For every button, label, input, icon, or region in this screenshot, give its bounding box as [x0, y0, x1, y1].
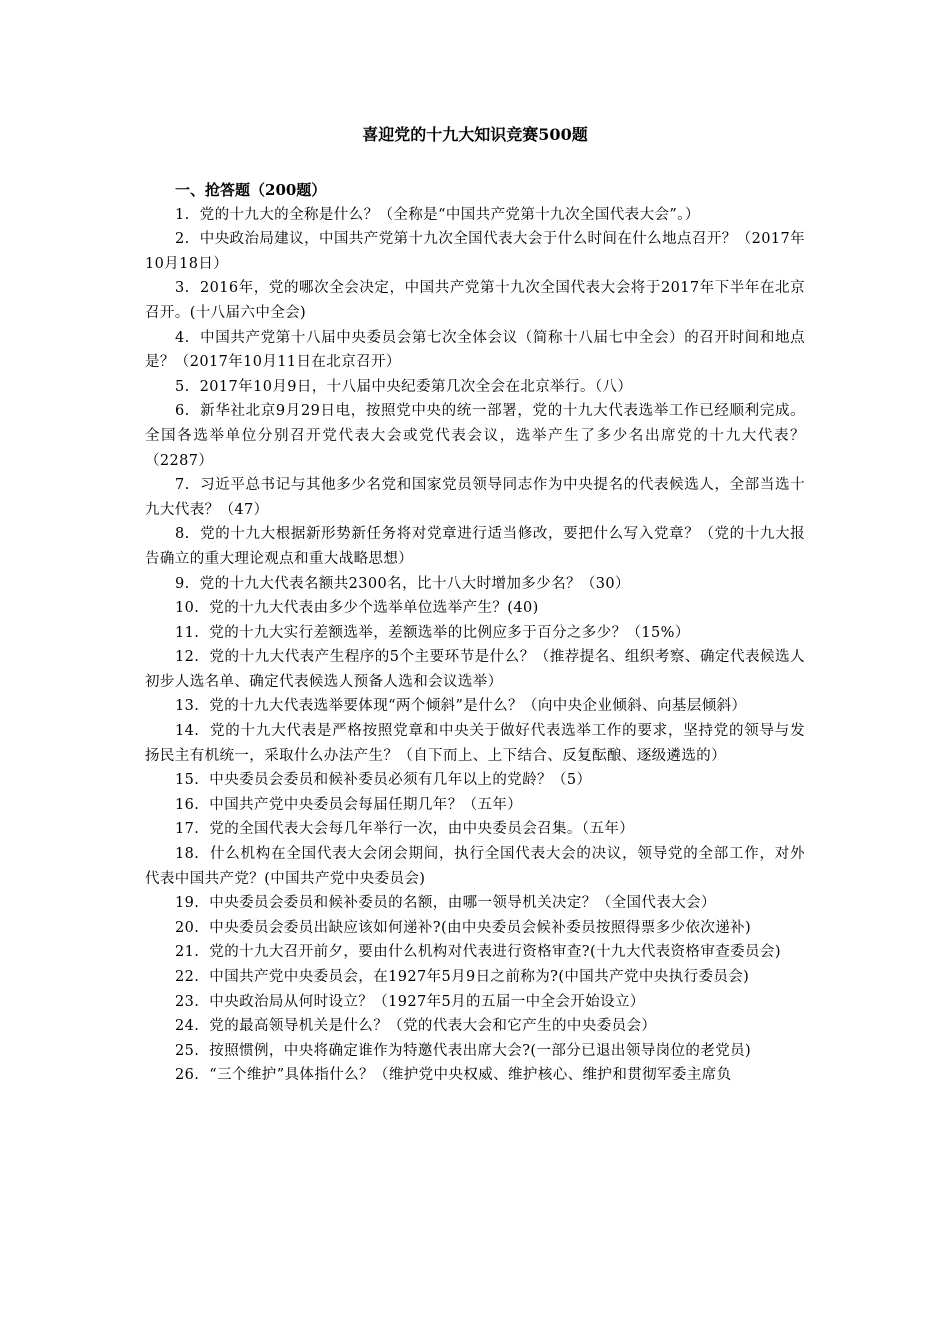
question-text: 党的十九大代表是严格按照党章和中央关于做好代表选举工作的要求，坚持党的领导与发扬民主有机统一，采取什么办法产生？（自下而上、上下结合、反复酝酿、逐级遴选的）	[145, 723, 805, 764]
question-text: 党的全国代表大会每几年举行一次，由中央委员会召集。（五年）	[209, 821, 635, 838]
question-text: 党的十九大代表产生程序的5个主要环节是什么？（推荐提名、组织考察、确定代表候选人初步人选名单、确定代表候选人预备人选和会议选举）	[145, 649, 805, 690]
question-item	[145, 399, 805, 473]
question-item	[145, 965, 805, 990]
question-item	[145, 694, 805, 719]
question-number: 21.	[175, 944, 200, 961]
question-text: 党的十九大代表选举要体现“两个倾斜”是什么？（向中央企业倾斜、向基层倾斜）	[209, 698, 747, 715]
question-item	[145, 990, 805, 1015]
question-text: 中国共产党中央委员会每届任期几年？（五年）	[209, 796, 523, 813]
question-item	[145, 940, 805, 965]
document-body	[145, 178, 805, 1088]
question-item	[145, 1039, 805, 1064]
question-number: 26.	[175, 1067, 200, 1084]
question-text: 中央委员会委员出缺应该如何递补?(由中央委员会候补委员按照得票多少依次递补)	[209, 919, 752, 936]
question-item	[145, 891, 805, 916]
question-number: 11.	[175, 624, 200, 641]
question-item	[145, 768, 805, 793]
document-title: 喜迎党的十九大知识竞赛500题	[362, 125, 588, 144]
question-text: 新华社北京9月29日电，按照党中央的统一部署，党的十九大代表选举工作已经顺利完成。全国各选举单位分别召开党代表大会或党代表会议，选举产生了多少名出席党的十九大代表？（2287）	[145, 403, 805, 469]
question-item	[145, 276, 805, 325]
question-text: 中央委员会委员和候补委员的名额，由哪一领导机关决定？（全国代表大会）	[209, 895, 716, 912]
question-number: 10.	[175, 600, 200, 617]
question-text: 中央政治局从何时设立？（1927年5月的五届一中全会开始设立）	[209, 993, 645, 1010]
question-item	[145, 227, 805, 276]
question-item	[145, 203, 805, 228]
question-text: 党的十九大的全称是什么？（全称是“中国共产党第十九次全国代表大会”。）	[199, 206, 700, 223]
question-number: 25.	[175, 1042, 200, 1059]
question-number: 17.	[175, 821, 200, 838]
question-number: 5.	[175, 378, 190, 395]
question-text: 按照惯例，中央将确定谁作为特邀代表出席大会?(一部分已退出领导岗位的老党员)	[209, 1042, 752, 1059]
question-text: 党的十九大代表名额共2300名，比十八大时增加多少名？（30）	[199, 575, 630, 592]
question-item	[145, 719, 805, 768]
question-number: 3.	[175, 280, 190, 297]
question-text: 中国共产党第十八届中央委员会第七次全体会议（简称十八届七中全会）的召开时间和地点是？（2017年10月11日在北京召开）	[145, 329, 805, 371]
question-number: 7.	[175, 477, 190, 494]
question-text: 中央政治局建议，中国共产党第十九次全国代表大会于什么时间在什么地点召开？（2017年10月18日）	[145, 231, 805, 272]
question-number: 16.	[175, 796, 200, 813]
question-item	[145, 1063, 805, 1088]
question-number: 18.	[175, 846, 200, 863]
question-number: 2.	[175, 231, 190, 248]
question-text: “三个维护”具体指什么？（维护党中央权威、维护核心、维护和贯彻军委主席负	[209, 1067, 732, 1084]
question-item	[145, 621, 805, 646]
question-number: 23.	[175, 993, 200, 1010]
question-text: 2016年，党的哪次全会决定，中国共产党第十九次全国代表大会将于2017年下半年在北京召开。(十八届六中全会)	[145, 280, 805, 321]
question-text: 什么机构在全国代表大会闭会期间，执行全国代表大会的决议，领导党的全部工作，对外代表中国共产党？(中国共产党中央委员会)	[145, 846, 805, 887]
question-number: 1.	[175, 206, 190, 223]
question-text: 2017年10月9日，十八届中央纪委第几次全会在北京举行。（八）	[199, 378, 633, 395]
question-number: 12.	[175, 649, 200, 666]
question-number: 6.	[175, 403, 190, 420]
question-text: 习近平总书记与其他多少名党和国家党员领导同志作为中央提名的代表候选人，全部当选十九大代表？（47）	[145, 477, 805, 518]
question-item	[145, 326, 805, 375]
question-item	[145, 842, 805, 891]
question-number: 20.	[175, 919, 200, 936]
question-text: 党的最高领导机关是什么？（党的代表大会和它产生的中央委员会）	[209, 1018, 657, 1035]
question-text: 党的十九大代表由多少个选举单位选举产生？(40)	[209, 600, 539, 617]
question-item	[145, 916, 805, 941]
question-number: 4.	[175, 329, 190, 346]
question-number: 24.	[175, 1018, 200, 1035]
question-number: 8.	[175, 526, 190, 543]
question-item	[145, 572, 805, 597]
question-item	[145, 793, 805, 818]
question-number: 13.	[175, 698, 200, 715]
question-item	[145, 522, 805, 571]
section-heading: 一、抢答题（200题）	[175, 181, 327, 199]
question-number: 22.	[175, 969, 200, 985]
question-number: 15.	[175, 772, 200, 789]
question-text: 党的十九大根据新形势新任务将对党章进行适当修改，要把什么写入党章？（党的十九大报告确立的重大理论观点和重大战略思想）	[145, 526, 805, 567]
question-text: 党的十九大召开前夕，要由什么机构对代表进行资格审查?(十九大代表资格审查委员会)	[209, 944, 781, 961]
question-list	[145, 203, 805, 1088]
question-text: 中国共产党中央委员会，在1927年5月9日之前称为?(中国共产党中央执行委员会)	[209, 969, 750, 985]
question-item	[145, 645, 805, 694]
question-number: 9.	[175, 575, 190, 592]
question-item	[145, 817, 805, 842]
question-text: 中央委员会委员和候补委员必须有几年以上的党龄？（5）	[209, 772, 592, 789]
question-number: 19.	[175, 895, 200, 912]
question-item	[145, 596, 805, 621]
question-number: 14.	[175, 723, 200, 740]
question-item	[145, 473, 805, 522]
question-item	[145, 375, 805, 400]
question-item	[145, 1014, 805, 1039]
question-text: 党的十九大实行差额选举，差额选举的比例应多于百分之多少？（15%）	[209, 624, 690, 641]
